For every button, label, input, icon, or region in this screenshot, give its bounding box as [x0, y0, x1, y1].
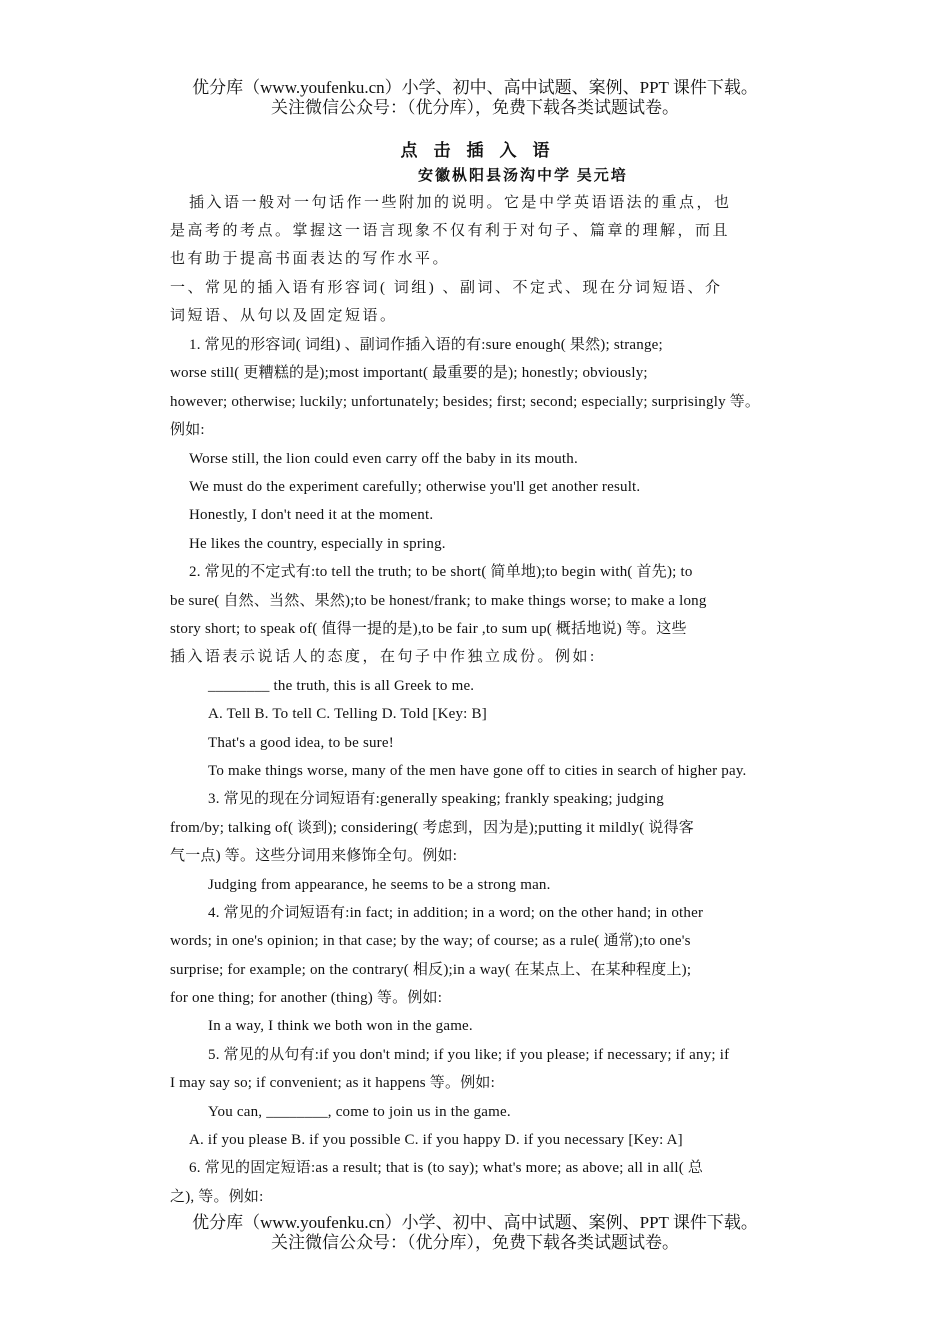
body-line: from/by; talking of( 谈到); considering( 考虑到，因为是);putting it mildly( 说得客: [170, 820, 694, 836]
article-title: 点击插入语: [400, 141, 566, 160]
example-sentence: That's a good idea, to be sure!: [208, 735, 394, 751]
body-line: 3. 常见的现在分词短语有:generally speaking; frankly speaking; judging: [208, 791, 664, 807]
header-line-1: 优分库（www.youfenku.cn）小学、初中、高中试题、案例、PPT 课件下载。: [192, 78, 758, 97]
body-line: for one thing; for another (thing) 等。例如:: [170, 990, 443, 1006]
body-line: 气一点) 等。这些分词用来修饰全句。例如:: [170, 848, 458, 864]
body-line: 也有助于提高书面表达的写作水平。: [170, 251, 451, 267]
quiz-question: You can, ________, come to join us in the game.: [208, 1104, 511, 1120]
body-line: be sure( 自然、当然、果然);to be honest/frank; to make things worse; to make a long: [170, 593, 707, 609]
body-line: 5. 常见的从句有:if you don't mind; if you like; if you please; if necessary; if any; if: [208, 1047, 730, 1063]
example-sentence: He likes the country, especially in spring.: [189, 536, 446, 552]
body-line: 之), 等。例如:: [170, 1189, 264, 1205]
quiz-question: ________ the truth, this is all Greek to me.: [208, 678, 475, 694]
header-line-2: 关注微信公众号：（优分库），免费下载各类试题试卷。: [271, 98, 679, 117]
body-line: 是高考的考点。掌握这一语言现象不仅有利于对句子、篇章的理解，而且: [170, 223, 731, 239]
body-line: 插入语表示说话人的态度，在句子中作独立成份。例如:: [170, 649, 597, 665]
body-line: surprise; for example; on the contrary( 相反);in a way( 在某点上、在某种程度上);: [170, 962, 692, 978]
example-sentence: Worse still, the lion could even carry off the baby in its mouth.: [189, 451, 578, 467]
body-line: story short; to speak of( 值得一提的是),to be fair ,to sum up( 概括地说) 等。这些: [170, 621, 687, 637]
body-line: 1. 常见的形容词( 词组) 、副词作插入语的有:sure enough( 果然); strange;: [189, 337, 663, 353]
body-line: I may say so; if convenient; as it happens 等。例如:: [170, 1075, 495, 1091]
body-line: 词短语、从句以及固定短语。: [170, 308, 398, 324]
example-sentence: We must do the experiment carefully; otherwise you'll get another result.: [189, 479, 641, 495]
body-line: 6. 常见的固定短语:as a result; that is (to say); what's more; as above; all in all( 总: [189, 1160, 704, 1176]
footer-line-2: 关注微信公众号：（优分库），免费下载各类试题试卷。: [271, 1233, 679, 1252]
body-line: worse still( 更糟糕的是);most important( 最重要的是); honestly; obviously;: [170, 365, 648, 381]
quiz-options: A. if you please B. if you possible C. if you happy D. if you necessary [Key: A]: [189, 1132, 683, 1148]
article-author: 安徽枞阳县汤沟中学 吴元培: [418, 168, 628, 184]
body-line: words; in one's opinion; in that case; by the way; of course; as a rule( 通常);to one's: [170, 933, 691, 949]
page-header: [0, 78, 950, 118]
body-line: 插入语一般对一句话作一些附加的说明。它是中学英语语法的重点，也: [189, 195, 732, 211]
body-line: 例如:: [170, 422, 205, 438]
example-sentence: In a way, I think we both won in the game.: [208, 1018, 473, 1034]
page-footer: [0, 1213, 950, 1253]
footer-line-1: 优分库（www.youfenku.cn）小学、初中、高中试题、案例、PPT 课件下载。: [192, 1213, 758, 1232]
body-line: 一、常见的插入语有形容词( 词组) 、副词、不定式、现在分词短语、介: [170, 280, 723, 296]
example-sentence: Honestly, I don't need it at the moment.: [189, 507, 434, 523]
body-line: 2. 常见的不定式有:to tell the truth; to be short( 简单地);to begin with( 首先); to: [189, 564, 693, 580]
body-line: 4. 常见的介词短语有:in fact; in addition; in a word; on the other hand; in other: [208, 905, 704, 921]
body-line: however; otherwise; luckily; unfortunately; besides; first; second; especially; surprisingly 等。: [170, 394, 761, 410]
example-sentence: To make things worse, many of the men have gone off to cities in search of higher pay.: [208, 763, 747, 779]
quiz-options: A. Tell B. To tell C. Telling D. Told [Key: B]: [208, 706, 487, 722]
example-sentence: Judging from appearance, he seems to be a strong man.: [208, 877, 551, 893]
